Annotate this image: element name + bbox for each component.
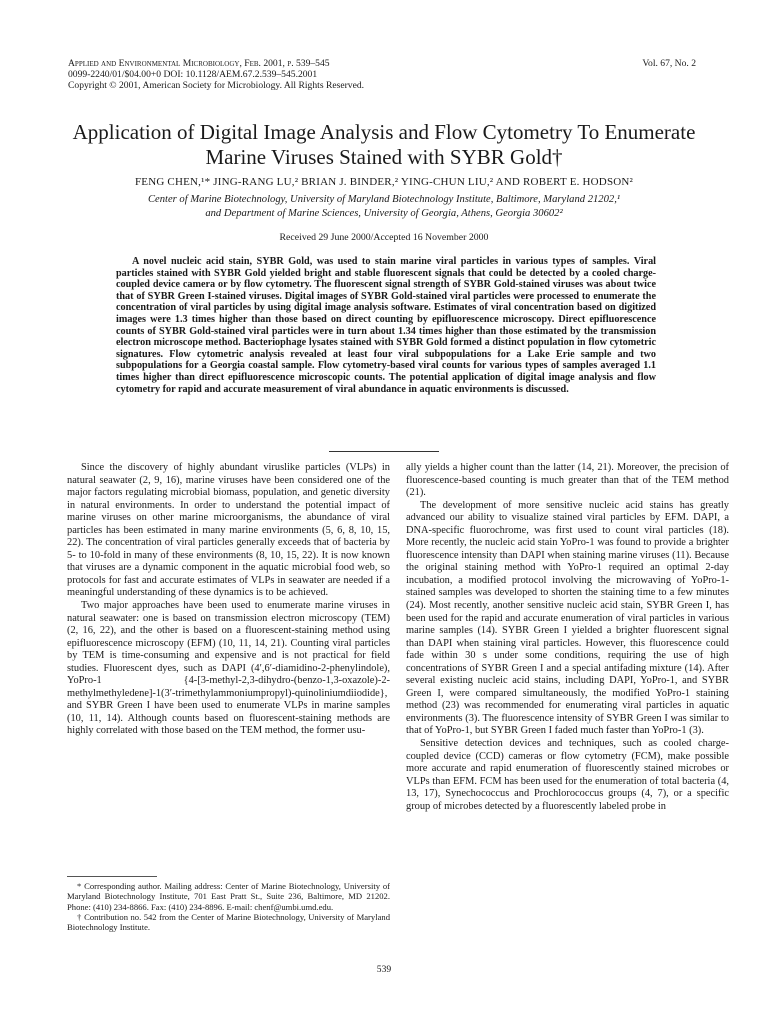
footnote-corresponding-author: * Corresponding author. Mailing address: Center of Marine Biotechnology, University of Maryland Biotechnology Institute, 701 East Pratt St., Suite 236, Baltimore, MD 21202. Phone: (410) 234-8866. Fax: (410) 234-8896. E-mail: chenf@umbi.umd.edu. bbox=[67, 881, 390, 912]
copyright-notice: Copyright © 2001, American Society for Microbiology. All Rights Reserved. bbox=[68, 80, 365, 92]
body-paragraph: The development of more sensitive nucleic acid stains has greatly advanced our ability to visualize stained viral particles by EFM. DAPI, a DNA-specific fluorochrome, was first used to count viral particles (18). More recently, the nucleic acid stain YoPro-1 was found to provide a brighter fluorescence intensity than DAPI when staining marine viruses (11). Because the original staining method with YoPro-1 required an optimal 2-day incubation, a modified protocol involving the microwaving of YoPro-1-stained samples was developed to shorten the staining time to a few minutes (24). Most recently, another sensitive nucleic acid stain, SYBR Green I, has been used for the rapid and accurate enumeration of viral particles in various marine samples (14). SYBR Green I yielded a brighter fluorescent signal than DAPI when staining viral particles. However, this fluorescence could fade within 30 s under some conditions, requiring the use of high concentrations of SYBR Green I and a special antifading mixture (14). After several existing nucleic acid stains, including DAPI, YoPro-1, and SYBR Green I, were compared simultaneously, the modified YoPro-1 staining method (23) was recommended for enumerating viral particles in aquatic environments (3). The fluorescence intensity of SYBR Green I was similar to that of YoPro-1, but SYBR Green I faded much faster than YoPro-1 (3). bbox=[406, 499, 729, 737]
footnote-divider bbox=[67, 876, 157, 877]
left-column bbox=[67, 462, 390, 738]
footnote-contribution: † Contribution no. 542 from the Center of Marine Biotechnology, University of Maryland Biotechnology Institute. bbox=[67, 911, 390, 933]
received-dates: Received 29 June 2000/Accepted 16 November 2000 bbox=[279, 232, 489, 243]
running-header bbox=[68, 58, 696, 92]
body-paragraph: Sensitive detection devices and techniques, such as cooled charge-coupled device (CCD) cameras or flow cytometry (FCM), make possible more accurate and rapid enumeration of fluorescently stained microbes or VLPs than EFM. FCM has been used for the enumeration of total bacteria (4, 13, 17), Synechococcus and Prochlorococcus groups (4, 7), or a specific group of microbes detected by a fluorescently labeled probe in bbox=[406, 738, 729, 812]
affiliation-1: Center of Marine Biotechnology, University of Maryland Biotechnology Institute, Baltimore, Maryland 21202,¹ bbox=[147, 194, 621, 205]
header-left bbox=[68, 58, 364, 92]
section-divider bbox=[329, 451, 439, 452]
right-column bbox=[406, 462, 729, 813]
journal-citation: Applied and Environmental Microbiology, Feb. 2001, p. 539–545 bbox=[68, 58, 330, 69]
body-paragraph: Since the discovery of highly abundant viruslike particles (VLPs) in natural seawater (2, 9, 16), marine viruses have been considered one of the major factors regulating microbial biomass, population, and genetic diversity in natural environments. In order to understand the potential impact of marine viruses on other marine microorganisms, the abundance of viral particles has been estimated in many marine environments (5, 6, 8, 10, 15, 22). The concentration of viral particles generally exceeds that of bacteria by 5- to 10-fold in many of these environments (8, 10, 15, 22). It is now known that viruses are a dynamic component in the aquatic microbial food web, so protocols for fast and accurate estimates of VLPs in seawater are needed if a meaningful understanding of these dynamics is to be achieved. bbox=[67, 462, 390, 599]
body-paragraph: ally yields a higher count than the latter (14, 21). Moreover, the precision of fluorescence-based counting is much greater than that of the TEM method (21). bbox=[406, 462, 729, 499]
footnotes bbox=[67, 881, 390, 932]
abstract: A novel nucleic acid stain, SYBR Gold, was used to stain marine viral particles in various types of samples. Viral particles stained with SYBR Gold yielded bright and stable fluorescent signals that could be detected by a cooled charge-coupled device camera or by flow cytometry. The fluorescent signal strength of SYBR Gold-stained viruses was about twice that of SYBR Green I-stained viruses. Digital images of SYBR Gold-stained viral particles were processed to enumerate the concentration of viral particles by using digital image analysis software. Estimates of viral concentration based on digitized images were 1.3 times higher than those based on direct counting by epifluorescence microscopy. Direct epifluorescence counts of SYBR Gold-stained viral particles were in turn about 1.34 times higher than those estimated by the transmission electron microscope method. Bacteriophage lysates stained with SYBR Gold formed a distinct population in flow cytometric signatures. Flow cytometric analysis revealed at least four viral subpopulations for a Lake Erie sample and two subpopulations for a Georgia coastal sample. Flow cytometry-based viral counts for various types of samples averaged 1.1 times higher than direct epifluorescence microscopic counts. The potential application of digital image analysis and flow cytometry for rapid and accurate measurement of viral abundance in aquatic environments is discussed. bbox=[116, 256, 656, 395]
page-number: 539 bbox=[376, 964, 392, 975]
issn-doi: 0099-2240/01/$04.00+0 DOI: 10.1128/AEM.67.2.539–545.2001 bbox=[68, 69, 318, 81]
article-title: Application of Digital Image Analysis and Flow Cytometry To Enumerate Marine Viruses Stained with SYBR Gold† bbox=[72, 120, 696, 169]
affiliation-2: and Department of Marine Sciences, University of Georgia, Athens, Georgia 30602² bbox=[205, 207, 563, 219]
affiliations bbox=[60, 193, 708, 220]
volume-issue: Vol. 67, No. 2 bbox=[642, 58, 696, 69]
author-list: FENG CHEN,¹* JING-RANG LU,² BRIAN J. BINDER,² YING-CHUN LIU,² AND ROBERT E. HODSON² bbox=[134, 176, 634, 188]
body-paragraph: Two major approaches have been used to enumerate marine viruses in natural seawater: one is based on transmission electron microscopy (TEM) (2, 16, 22), and the other is based on a fluorescent-staining method using epifluorescence microscopy (EFM) (10, 11, 14, 21). Counting viral particles by TEM is time-consuming and expensive and is not practical for field studies. Fluorescent dyes, such as DAPI (4′,6′-diamidino-2-phenylindole), YoPro-1 {4-[3-methyl-2,3-dihydro-(benzo-1,3-oxazole)-2-methylmethyledene]-1(3′-trimethylammoniumpropyl)-quinoliniumdiiodide}, and SYBR Green I have been used to enumerate VLPs in marine samples (10, 11, 14). Although counts based on fluorescent-staining methods are highly correlated with those based on the TEM method, the former usu- bbox=[67, 600, 390, 737]
